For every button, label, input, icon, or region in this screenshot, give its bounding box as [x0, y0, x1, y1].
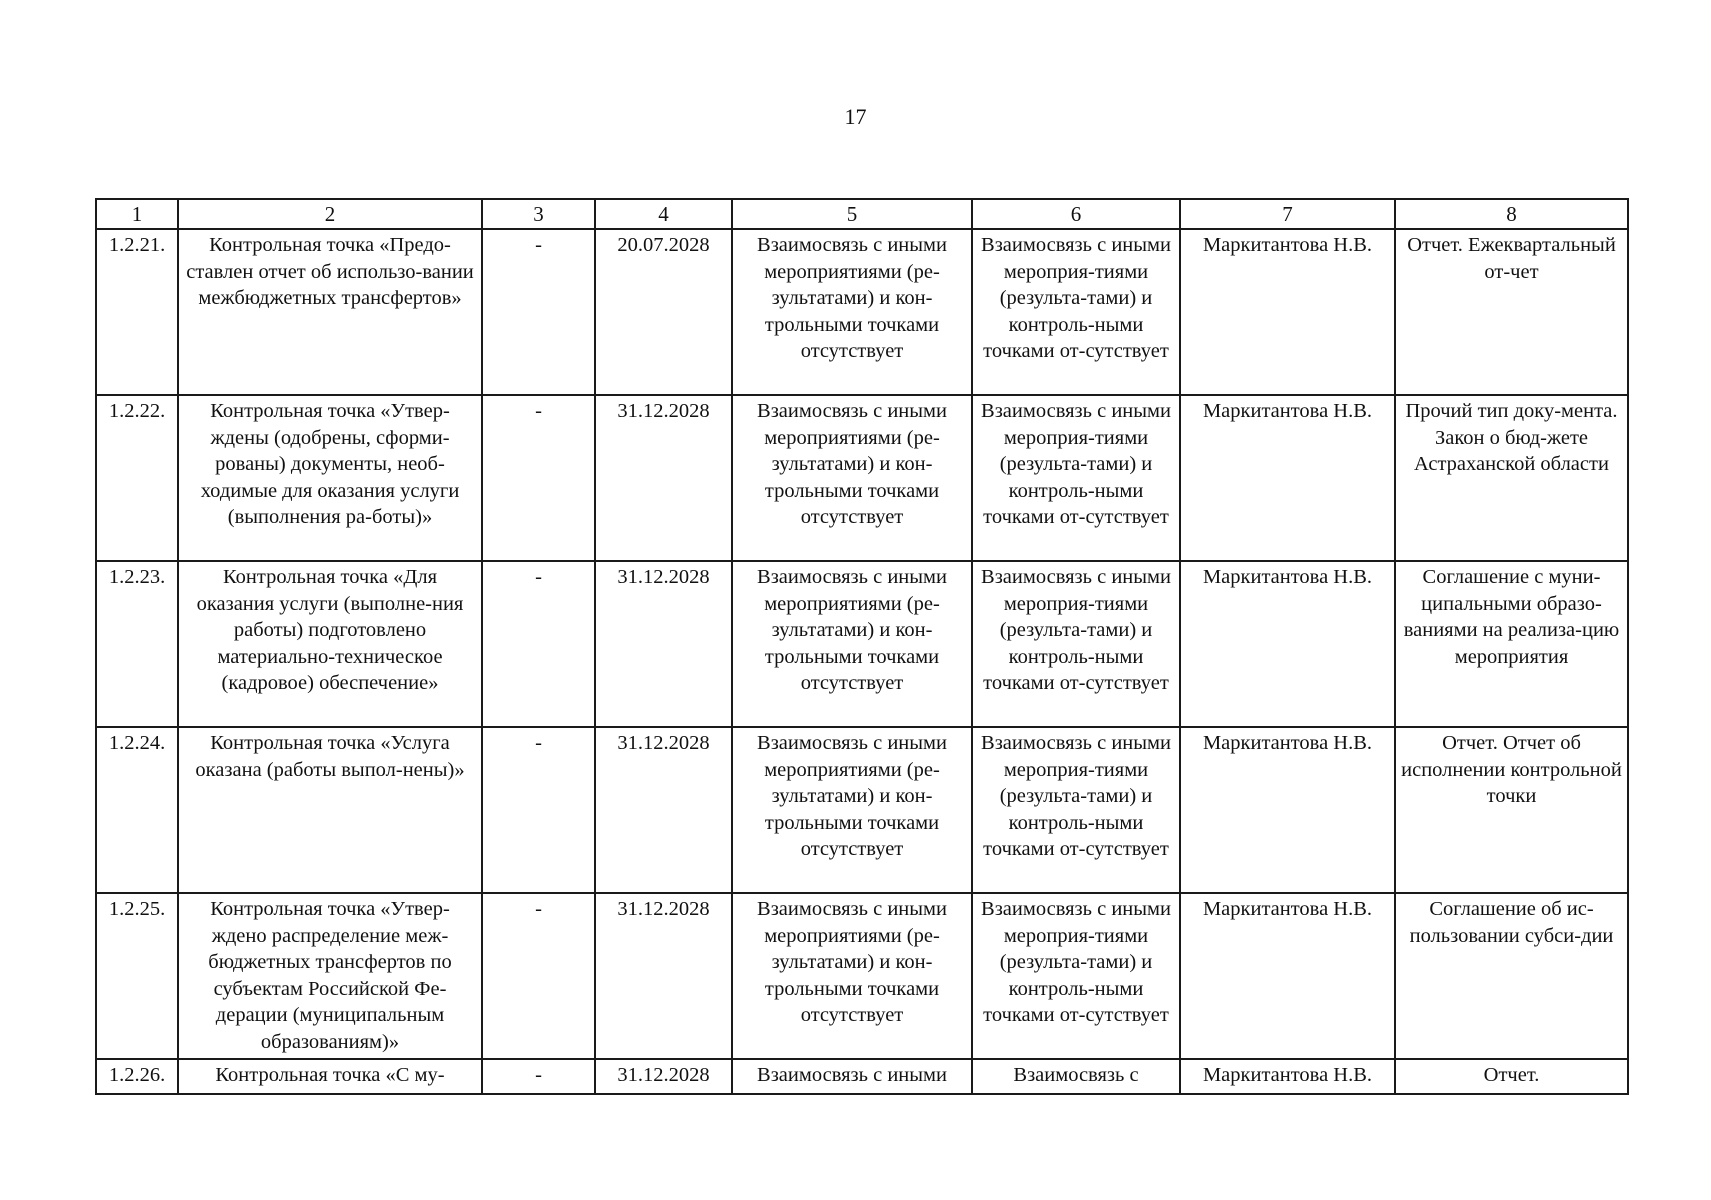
column-3-value: - [482, 561, 595, 727]
row-number: 1.2.21. [96, 229, 178, 395]
row-number: 1.2.25. [96, 893, 178, 1059]
table-row [96, 561, 1628, 727]
responsible-cell: Маркитантова Н.В. [1180, 229, 1395, 395]
date-cell: 31.12.2028 [595, 893, 732, 1059]
control-point-name: Контрольная точка «С му- [178, 1059, 482, 1094]
date-cell: 31.12.2028 [595, 395, 732, 561]
table-row [96, 727, 1628, 893]
responsible-cell: Маркитантова Н.В. [1180, 561, 1395, 727]
table-row [96, 395, 1628, 561]
relation-activities-cell: Взаимосвязь с иными мероприя-тиями (результа-тами) и контроль-ными точками от-сутствует [972, 727, 1180, 893]
date-cell: 31.12.2028 [595, 1059, 732, 1094]
column-3-value: - [482, 893, 595, 1059]
document-type-cell: Отчет. [1395, 1059, 1628, 1094]
page-number: 17 [844, 104, 867, 129]
date-cell: 20.07.2028 [595, 229, 732, 395]
control-point-name: Контрольная точка «Утвер-ждены (одобрены, сформи-рованы) документы, необ-ходимые для оказания услуги (выполнения ра-боты)» [178, 395, 482, 561]
row-number: 1.2.24. [96, 727, 178, 893]
header-cell-4: 4 [595, 199, 732, 229]
responsible-cell: Маркитантова Н.В. [1180, 395, 1395, 561]
row-number: 1.2.26. [96, 1059, 178, 1094]
column-3-value: - [482, 395, 595, 561]
relation-measures-cell: Взаимосвязь с иными мероприятиями (ре-зультатами) и кон-трольными точками отсутствует [732, 893, 972, 1059]
column-3-value: - [482, 1059, 595, 1094]
column-3-value: - [482, 229, 595, 395]
date-cell: 31.12.2028 [595, 561, 732, 727]
header-cell-1: 1 [96, 199, 178, 229]
control-point-name: Контрольная точка «Для оказания услуги (выполне-ния работы) подготовлено материально-техническое (кадровое) обеспечение» [178, 561, 482, 727]
responsible-cell: Маркитантова Н.В. [1180, 893, 1395, 1059]
header-cell-7: 7 [1180, 199, 1395, 229]
responsible-cell: Маркитантова Н.В. [1180, 727, 1395, 893]
document-type-cell: Отчет. Ежеквартальный от-чет [1395, 229, 1628, 395]
document-type-cell: Прочий тип доку-мента. Закон о бюд-жете Астраханской области [1395, 395, 1628, 561]
control-points-table [95, 198, 1629, 1095]
control-point-name: Контрольная точка «Услуга оказана (работы выпол-нены)» [178, 727, 482, 893]
table-row [96, 893, 1628, 1059]
relation-activities-cell: Взаимосвязь с иными мероприя-тиями (результа-тами) и контроль-ными точками от-сутствует [972, 229, 1180, 395]
header-cell-6: 6 [972, 199, 1180, 229]
control-point-name: Контрольная точка «Предо-ставлен отчет об использо-вании межбюджетных трансфертов» [178, 229, 482, 395]
relation-activities-cell: Взаимосвязь с иными мероприя-тиями (результа-тами) и контроль-ными точками от-сутствует [972, 395, 1180, 561]
row-number: 1.2.23. [96, 561, 178, 727]
relation-activities-cell: Взаимосвязь с иными мероприя-тиями (результа-тами) и контроль-ными точками от-сутствует [972, 561, 1180, 727]
table-row [96, 1059, 1628, 1094]
header-cell-5: 5 [732, 199, 972, 229]
relation-measures-cell: Взаимосвязь с иными [732, 1059, 972, 1094]
column-3-value: - [482, 727, 595, 893]
relation-measures-cell: Взаимосвязь с иными мероприятиями (ре-зультатами) и кон-трольными точками отсутствует [732, 229, 972, 395]
responsible-cell: Маркитантова Н.В. [1180, 1059, 1395, 1094]
table-row [96, 229, 1628, 395]
document-type-cell: Отчет. Отчет об исполнении контрольной точки [1395, 727, 1628, 893]
relation-activities-cell: Взаимосвязь с иными мероприя-тиями (результа-тами) и контроль-ными точками от-сутствует [972, 893, 1180, 1059]
relation-measures-cell: Взаимосвязь с иными мероприятиями (ре-зультатами) и кон-трольными точками отсутствует [732, 395, 972, 561]
control-point-name: Контрольная точка «Утвер-ждено распределение меж-бюджетных трансфертов по субъектам Российской Фе-дерации (муниципальным образованиям)» [178, 893, 482, 1059]
header-row [96, 199, 1628, 229]
row-number: 1.2.22. [96, 395, 178, 561]
document-type-cell: Соглашение с муни-ципальными образо-ваниями на реализа-цию мероприятия [1395, 561, 1628, 727]
date-cell: 31.12.2028 [595, 727, 732, 893]
header-cell-8: 8 [1395, 199, 1628, 229]
header-cell-2: 2 [178, 199, 482, 229]
relation-measures-cell: Взаимосвязь с иными мероприятиями (ре-зультатами) и кон-трольными точками отсутствует [732, 727, 972, 893]
relation-measures-cell: Взаимосвязь с иными мероприятиями (ре-зультатами) и кон-трольными точками отсутствует [732, 561, 972, 727]
relation-activities-cell: Взаимосвязь с [972, 1059, 1180, 1094]
document-type-cell: Соглашение об ис-пользовании субси-дии [1395, 893, 1628, 1059]
header-cell-3: 3 [482, 199, 595, 229]
